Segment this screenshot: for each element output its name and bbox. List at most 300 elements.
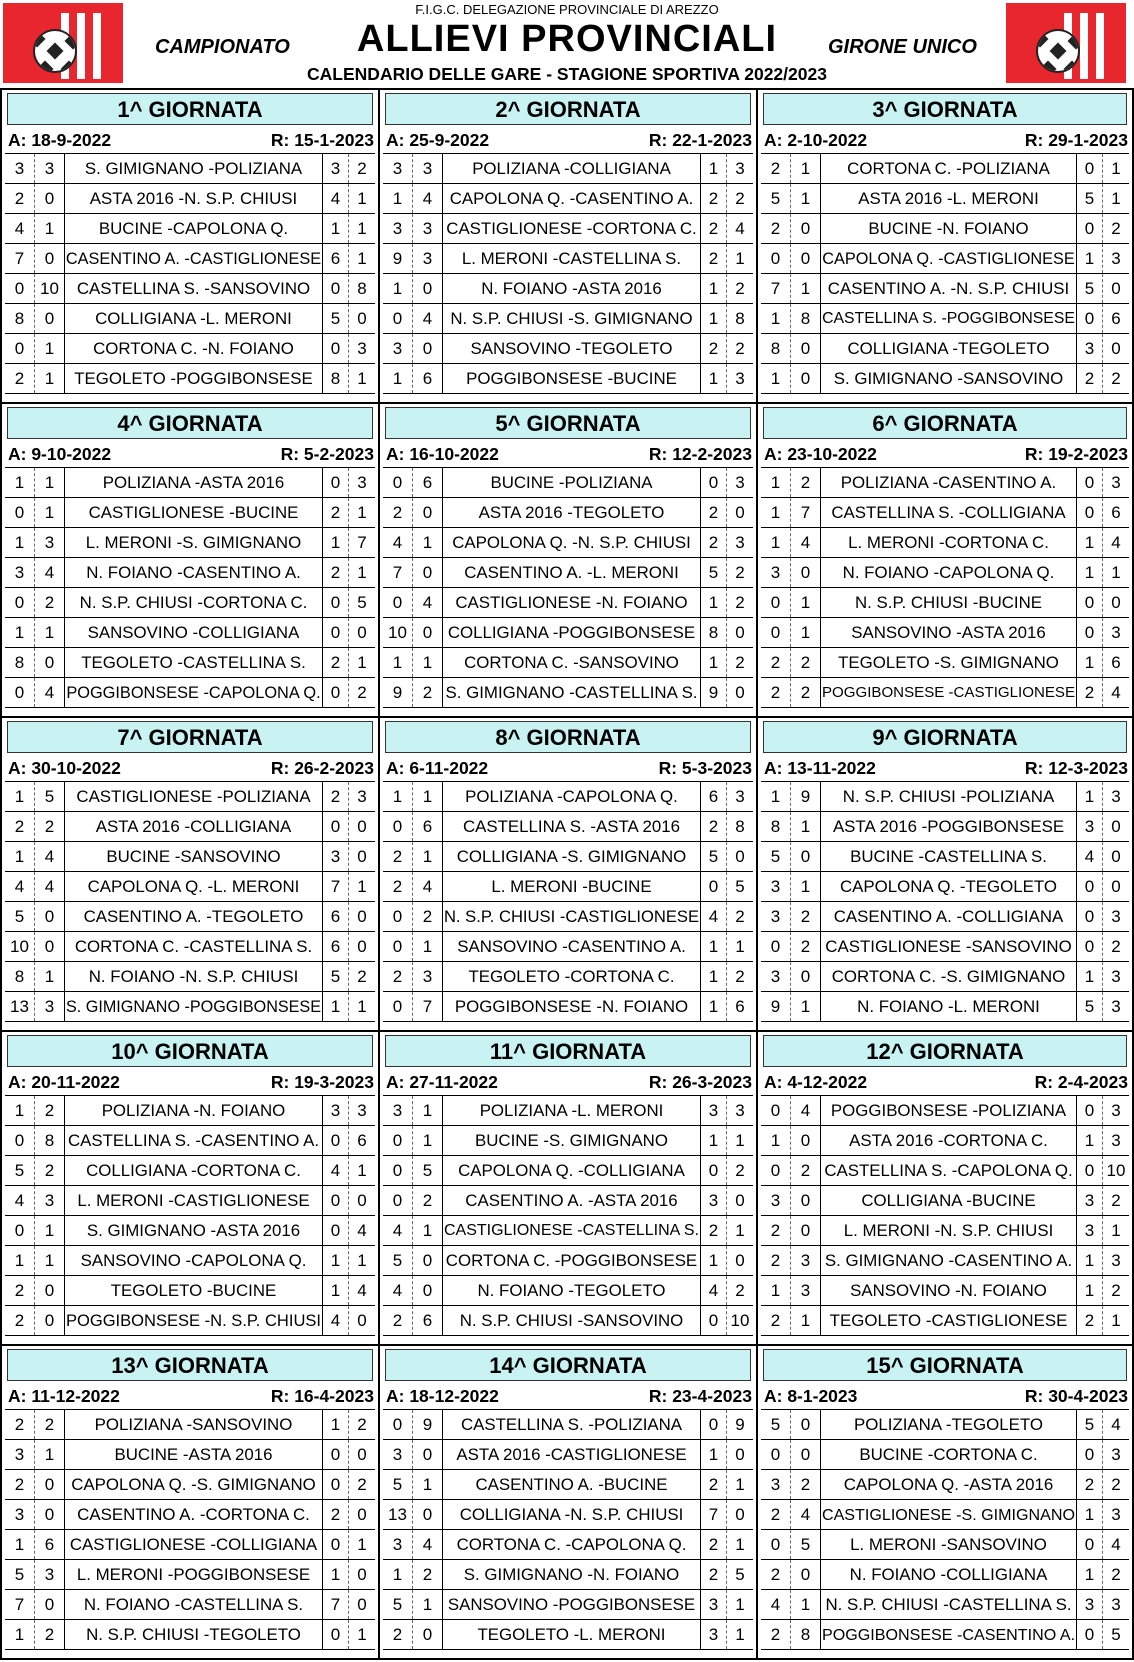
andata-home-score: 4 bbox=[5, 872, 35, 901]
andata-away-score: 0 bbox=[791, 1440, 821, 1469]
andata-away-score: 0 bbox=[791, 1186, 821, 1215]
match-teams: ASTA 2016 -POGGIBONSESE bbox=[821, 812, 1077, 841]
ritorno-date: R: 15-1-2023 bbox=[270, 130, 374, 150]
ritorno-away-score: 0 bbox=[357, 1191, 367, 1210]
game-row bbox=[383, 842, 753, 872]
andata-home-score: 0 bbox=[761, 932, 791, 961]
ritorno-away-score: 3 bbox=[1111, 1505, 1121, 1524]
ritorno-away-score: 3 bbox=[735, 369, 745, 388]
ritorno-home-score: 3 bbox=[1077, 1186, 1103, 1215]
andata-home-score: 1 bbox=[383, 1560, 413, 1589]
ritorno-away-score: 1 bbox=[357, 877, 367, 896]
match-teams: BUCINE -CORTONA C. bbox=[821, 1440, 1077, 1469]
andata-date: A: 2-10-2022 bbox=[764, 130, 868, 150]
ritorno-home-score: 2 bbox=[701, 812, 727, 841]
game-row bbox=[383, 618, 753, 648]
andata-home-score: 5 bbox=[761, 1410, 791, 1439]
ritorno-away-score: 2 bbox=[735, 279, 745, 298]
game-row bbox=[383, 1216, 753, 1246]
game-row bbox=[5, 528, 375, 558]
ritorno-away-score: 3 bbox=[1111, 1251, 1121, 1270]
andata-home-score: 3 bbox=[383, 214, 413, 243]
andata-date: A: 4-12-2022 bbox=[764, 1072, 868, 1092]
andata-home-score: 2 bbox=[761, 648, 791, 677]
game-row bbox=[761, 334, 1129, 364]
ritorno-home-score: 2 bbox=[323, 782, 349, 811]
andata-away-score: 7 bbox=[413, 992, 443, 1021]
ritorno-home-score: 0 bbox=[323, 1186, 349, 1215]
andata-date: A: 27-11-2022 bbox=[386, 1072, 498, 1092]
ritorno-away-score: 10 bbox=[730, 1311, 750, 1330]
ritorno-home-score: 2 bbox=[701, 528, 727, 557]
game-row bbox=[5, 1126, 375, 1156]
game-row bbox=[761, 782, 1129, 812]
game-row bbox=[5, 812, 375, 842]
andata-away-score: 8 bbox=[791, 1620, 821, 1649]
andata-away-score: 1 bbox=[413, 932, 443, 961]
game-row bbox=[5, 304, 375, 334]
ritorno-home-score: 2 bbox=[323, 648, 349, 677]
andata-date: A: 30-10-2022 bbox=[8, 758, 121, 778]
andata-home-score: 0 bbox=[383, 304, 413, 333]
match-teams: CORTONA C. -CASTELLINA S. bbox=[65, 932, 323, 961]
ritorno-away-score: 1 bbox=[735, 1475, 745, 1494]
andata-away-score: 4 bbox=[413, 304, 443, 333]
match-teams: POLIZIANA -L. MERONI bbox=[443, 1096, 701, 1125]
andata-home-score: 2 bbox=[761, 1306, 791, 1335]
game-row bbox=[383, 1560, 753, 1590]
game-row bbox=[5, 588, 375, 618]
ritorno-home-score: 2 bbox=[701, 1470, 727, 1499]
andata-home-score: 0 bbox=[383, 992, 413, 1021]
ritorno-away-score: 1 bbox=[357, 249, 367, 268]
andata-away-score: 2 bbox=[35, 1410, 65, 1439]
match-teams: TEGOLETO -CORTONA C. bbox=[443, 962, 701, 991]
andata-away-score: 1 bbox=[35, 1440, 65, 1469]
round-title: 2^ GIORNATA bbox=[385, 93, 751, 125]
andata-home-score: 0 bbox=[5, 678, 35, 707]
andata-home-score: 0 bbox=[383, 902, 413, 931]
andata-home-score: 5 bbox=[383, 1590, 413, 1619]
game-row bbox=[761, 1276, 1129, 1306]
andata-away-score: 1 bbox=[791, 274, 821, 303]
ritorno-away-score: 4 bbox=[1111, 533, 1121, 552]
ritorno-away-score: 4 bbox=[1111, 1535, 1121, 1554]
ritorno-away-score: 5 bbox=[357, 593, 367, 612]
schedule-grid bbox=[0, 88, 1134, 1660]
ritorno-home-score: 1 bbox=[323, 1276, 349, 1305]
round-dates bbox=[8, 756, 374, 780]
game-row bbox=[383, 304, 753, 334]
ritorno-home-score: 3 bbox=[701, 1620, 727, 1649]
games-table bbox=[761, 153, 1129, 394]
andata-home-score: 5 bbox=[5, 1560, 35, 1589]
andata-date: A: 18-12-2022 bbox=[386, 1386, 499, 1406]
ritorno-away-score: 3 bbox=[1111, 1131, 1121, 1150]
ritorno-away-score: 4 bbox=[357, 1221, 367, 1240]
game-row bbox=[383, 992, 753, 1022]
round-block bbox=[380, 90, 758, 404]
andata-away-score: 1 bbox=[791, 1590, 821, 1619]
ritorno-away-score: 2 bbox=[1111, 1475, 1121, 1494]
andata-home-score: 13 bbox=[383, 1500, 413, 1529]
ritorno-home-score: 1 bbox=[1077, 962, 1103, 991]
andata-home-score: 1 bbox=[5, 618, 35, 647]
ritorno-away-score: 3 bbox=[735, 787, 745, 806]
andata-home-score: 3 bbox=[5, 1500, 35, 1529]
round-dates bbox=[386, 1070, 752, 1094]
andata-date: A: 18-9-2022 bbox=[8, 130, 112, 150]
andata-home-score: 1 bbox=[761, 782, 791, 811]
match-teams: CORTONA C. -POLIZIANA bbox=[821, 154, 1077, 183]
andata-home-score: 1 bbox=[761, 304, 791, 333]
ritorno-away-score: 1 bbox=[357, 1251, 367, 1270]
ritorno-away-score: 2 bbox=[357, 967, 367, 986]
ritorno-home-score: 1 bbox=[323, 214, 349, 243]
andata-away-score: 1 bbox=[35, 334, 65, 363]
game-row bbox=[761, 304, 1129, 334]
games-table bbox=[383, 153, 753, 394]
game-row bbox=[383, 1276, 753, 1306]
ritorno-away-score: 1 bbox=[357, 1625, 367, 1644]
ritorno-home-score: 6 bbox=[323, 932, 349, 961]
ritorno-home-score: 4 bbox=[701, 902, 727, 931]
games-table bbox=[761, 1095, 1129, 1336]
ritorno-away-score: 3 bbox=[1111, 787, 1121, 806]
ritorno-away-score: 2 bbox=[735, 189, 745, 208]
ritorno-home-score: 5 bbox=[1077, 992, 1103, 1021]
andata-home-score: 4 bbox=[5, 1186, 35, 1215]
round-title: 15^ GIORNATA bbox=[763, 1349, 1127, 1381]
game-row bbox=[5, 1440, 375, 1470]
game-row bbox=[383, 1156, 753, 1186]
andata-home-score: 3 bbox=[5, 558, 35, 587]
andata-home-score: 3 bbox=[761, 962, 791, 991]
andata-away-score: 2 bbox=[413, 678, 443, 707]
ritorno-away-score: 2 bbox=[735, 593, 745, 612]
ritorno-home-score: 3 bbox=[701, 1590, 727, 1619]
ritorno-away-score: 0 bbox=[357, 623, 367, 642]
ritorno-away-score: 2 bbox=[1111, 1565, 1121, 1584]
round-title: 4^ GIORNATA bbox=[7, 407, 373, 439]
andata-away-score: 4 bbox=[791, 1096, 821, 1125]
game-row bbox=[383, 274, 753, 304]
match-teams: N. FOIANO -CAPOLONA Q. bbox=[821, 558, 1077, 587]
andata-date: A: 8-1-2023 bbox=[764, 1386, 858, 1406]
match-teams: CASENTINO A. -BUCINE bbox=[443, 1470, 701, 1499]
match-teams: CASTELLINA S. -CASENTINO A. bbox=[65, 1126, 323, 1155]
game-row bbox=[761, 528, 1129, 558]
match-teams: SANSOVINO -CASENTINO A. bbox=[443, 932, 701, 961]
andata-away-score: 6 bbox=[413, 468, 443, 497]
game-row bbox=[383, 1306, 753, 1336]
round-block bbox=[758, 1346, 1134, 1660]
ritorno-away-score: 1 bbox=[357, 219, 367, 238]
andata-home-score: 0 bbox=[383, 1410, 413, 1439]
game-row bbox=[5, 1530, 375, 1560]
match-teams: COLLIGIANA -N. S.P. CHIUSI bbox=[443, 1500, 701, 1529]
andata-home-score: 0 bbox=[383, 932, 413, 961]
ritorno-away-score: 1 bbox=[1111, 159, 1121, 178]
andata-away-score: 9 bbox=[413, 1410, 443, 1439]
ritorno-away-score: 1 bbox=[735, 249, 745, 268]
andata-away-score: 4 bbox=[413, 184, 443, 213]
ritorno-date: R: 26-2-2023 bbox=[270, 758, 374, 778]
ritorno-away-score: 3 bbox=[1111, 1595, 1121, 1614]
match-teams: POLIZIANA -CASENTINO A. bbox=[821, 468, 1077, 497]
ritorno-away-score: 3 bbox=[1111, 623, 1121, 642]
round-block bbox=[758, 1032, 1134, 1346]
ritorno-away-score: 0 bbox=[735, 1445, 745, 1464]
ritorno-home-score: 0 bbox=[323, 1216, 349, 1245]
match-teams: BUCINE -CASTELLINA S. bbox=[821, 842, 1077, 871]
andata-away-score: 1 bbox=[35, 468, 65, 497]
andata-away-score: 3 bbox=[413, 154, 443, 183]
ritorno-home-score: 1 bbox=[323, 1560, 349, 1589]
game-row bbox=[383, 364, 753, 394]
match-teams: CASENTINO A. -ASTA 2016 bbox=[443, 1186, 701, 1215]
game-row bbox=[383, 902, 753, 932]
match-teams: ASTA 2016 -TEGOLETO bbox=[443, 498, 701, 527]
match-teams: CASTIGLIONESE -CORTONA C. bbox=[443, 214, 701, 243]
match-teams: CASTIGLIONESE -POLIZIANA bbox=[65, 782, 323, 811]
ritorno-away-score: 1 bbox=[735, 1625, 745, 1644]
game-row bbox=[761, 468, 1129, 498]
game-row bbox=[383, 678, 753, 708]
game-row bbox=[5, 1410, 375, 1440]
match-teams: ASTA 2016 -CORTONA C. bbox=[821, 1126, 1077, 1155]
game-row bbox=[5, 932, 375, 962]
ritorno-home-score: 5 bbox=[323, 304, 349, 333]
andata-home-score: 0 bbox=[383, 1126, 413, 1155]
game-row bbox=[761, 1590, 1129, 1620]
ritorno-away-score: 3 bbox=[735, 1101, 745, 1120]
match-teams: ASTA 2016 -CASTIGLIONESE bbox=[443, 1440, 701, 1469]
andata-away-score: 0 bbox=[35, 1590, 65, 1619]
andata-away-score: 2 bbox=[35, 1620, 65, 1649]
match-teams: CAPOLONA Q. -S. GIMIGNANO bbox=[65, 1470, 323, 1499]
match-teams: CASTIGLIONESE -COLLIGIANA bbox=[65, 1530, 323, 1559]
ritorno-home-score: 1 bbox=[701, 962, 727, 991]
match-teams: L. MERONI -CASTIGLIONESE bbox=[65, 1186, 323, 1215]
round-dates bbox=[8, 442, 374, 466]
ritorno-away-score: 1 bbox=[357, 369, 367, 388]
soccer-ball-icon bbox=[1036, 29, 1080, 73]
andata-date: A: 11-12-2022 bbox=[8, 1386, 120, 1406]
andata-date: A: 16-10-2022 bbox=[386, 444, 499, 464]
match-teams: CASENTINO A. -CASTIGLIONESE bbox=[65, 244, 323, 273]
andata-home-score: 2 bbox=[761, 678, 791, 707]
andata-away-score: 0 bbox=[35, 902, 65, 931]
ritorno-home-score: 0 bbox=[323, 1440, 349, 1469]
andata-home-score: 1 bbox=[5, 782, 35, 811]
game-row bbox=[761, 962, 1129, 992]
ritorno-away-score: 2 bbox=[1111, 1191, 1121, 1210]
match-teams: POGGIBONSESE -CAPOLONA Q. bbox=[65, 678, 323, 707]
andata-away-score: 4 bbox=[791, 528, 821, 557]
andata-away-score: 0 bbox=[791, 1126, 821, 1155]
ritorno-home-score: 6 bbox=[323, 244, 349, 273]
match-teams: COLLIGIANA -TEGOLETO bbox=[821, 334, 1077, 363]
andata-away-score: 2 bbox=[791, 648, 821, 677]
round-dates bbox=[8, 128, 374, 152]
game-row bbox=[761, 558, 1129, 588]
andata-away-score: 1 bbox=[791, 992, 821, 1021]
group-label: GIRONE UNICO bbox=[828, 36, 977, 58]
andata-away-score: 3 bbox=[791, 1246, 821, 1275]
ritorno-away-score: 1 bbox=[735, 1535, 745, 1554]
match-teams: CASTIGLIONESE -BUCINE bbox=[65, 498, 323, 527]
game-row bbox=[383, 1186, 753, 1216]
andata-home-score: 8 bbox=[5, 648, 35, 677]
ritorno-home-score: 1 bbox=[1077, 1276, 1103, 1305]
ritorno-date: R: 29-1-2023 bbox=[1024, 130, 1128, 150]
andata-home-score: 0 bbox=[761, 1530, 791, 1559]
ritorno-home-score: 0 bbox=[1077, 872, 1103, 901]
ritorno-home-score: 1 bbox=[701, 932, 727, 961]
ritorno-away-score: 0 bbox=[1111, 339, 1121, 358]
games-table bbox=[761, 1409, 1129, 1650]
ritorno-away-score: 8 bbox=[357, 279, 367, 298]
ritorno-away-score: 3 bbox=[357, 473, 367, 492]
andata-home-score: 4 bbox=[5, 214, 35, 243]
ritorno-away-score: 0 bbox=[735, 1505, 745, 1524]
ritorno-away-score: 0 bbox=[1111, 279, 1121, 298]
andata-away-score: 2 bbox=[791, 678, 821, 707]
andata-home-score: 7 bbox=[761, 274, 791, 303]
ritorno-home-score: 3 bbox=[1077, 1216, 1103, 1245]
match-teams: N. S.P. CHIUSI -CASTELLINA S. bbox=[821, 1590, 1077, 1619]
andata-home-score: 2 bbox=[383, 498, 413, 527]
andata-home-score: 2 bbox=[5, 1470, 35, 1499]
games-table bbox=[5, 467, 375, 708]
andata-home-score: 0 bbox=[761, 1440, 791, 1469]
match-teams: COLLIGIANA -L. MERONI bbox=[65, 304, 323, 333]
game-row bbox=[761, 678, 1129, 708]
ritorno-away-score: 3 bbox=[1111, 249, 1121, 268]
andata-away-score: 0 bbox=[35, 244, 65, 273]
andata-away-score: 0 bbox=[413, 1246, 443, 1275]
andata-home-score: 2 bbox=[383, 962, 413, 991]
ritorno-home-score: 1 bbox=[701, 648, 727, 677]
ritorno-away-score: 3 bbox=[1111, 473, 1121, 492]
andata-home-score: 5 bbox=[383, 1470, 413, 1499]
ritorno-away-score: 2 bbox=[1111, 219, 1121, 238]
game-row bbox=[5, 1276, 375, 1306]
andata-home-score: 3 bbox=[383, 1440, 413, 1469]
andata-away-score: 7 bbox=[791, 498, 821, 527]
game-row bbox=[383, 588, 753, 618]
game-row bbox=[761, 1156, 1129, 1186]
ritorno-home-score: 0 bbox=[1077, 588, 1103, 617]
ritorno-home-score: 1 bbox=[1077, 1126, 1103, 1155]
ritorno-away-score: 3 bbox=[735, 473, 745, 492]
ritorno-away-score: 3 bbox=[735, 533, 745, 552]
match-teams: SANSOVINO -N. FOIANO bbox=[821, 1276, 1077, 1305]
andata-home-score: 2 bbox=[761, 1216, 791, 1245]
andata-home-score: 0 bbox=[5, 334, 35, 363]
match-teams: CORTONA C. -SANSOVINO bbox=[443, 648, 701, 677]
ritorno-away-score: 1 bbox=[735, 1221, 745, 1240]
ritorno-home-score: 2 bbox=[701, 214, 727, 243]
game-row bbox=[5, 962, 375, 992]
game-row bbox=[5, 1620, 375, 1650]
match-teams: TEGOLETO -CASTIGLIONESE bbox=[821, 1306, 1077, 1335]
match-teams: S. GIMIGNANO -ASTA 2016 bbox=[65, 1216, 323, 1245]
ritorno-away-score: 5 bbox=[735, 1565, 745, 1584]
andata-home-score: 1 bbox=[5, 1620, 35, 1649]
ritorno-away-score: 3 bbox=[1111, 1101, 1121, 1120]
games-table bbox=[383, 1409, 753, 1650]
ritorno-away-score: 2 bbox=[357, 1475, 367, 1494]
match-teams: SANSOVINO -CAPOLONA Q. bbox=[65, 1246, 323, 1275]
andata-away-score: 4 bbox=[413, 588, 443, 617]
round-dates bbox=[386, 128, 752, 152]
andata-home-score: 1 bbox=[761, 528, 791, 557]
andata-home-score: 0 bbox=[761, 1156, 791, 1185]
ritorno-away-score: 0 bbox=[735, 847, 745, 866]
andata-home-score: 1 bbox=[383, 184, 413, 213]
ritorno-home-score: 2 bbox=[1077, 1306, 1103, 1335]
andata-home-score: 5 bbox=[761, 184, 791, 213]
match-teams: N. S.P. CHIUSI -CASTIGLIONESE bbox=[443, 902, 701, 931]
andata-away-score: 3 bbox=[35, 154, 65, 183]
ritorno-away-score: 4 bbox=[1111, 1415, 1121, 1434]
ritorno-home-score: 1 bbox=[701, 1126, 727, 1155]
ritorno-home-score: 5 bbox=[701, 842, 727, 871]
andata-away-score: 4 bbox=[413, 1530, 443, 1559]
ritorno-home-score: 0 bbox=[323, 1620, 349, 1649]
andata-home-score: 0 bbox=[383, 468, 413, 497]
ritorno-away-score: 1 bbox=[735, 1595, 745, 1614]
andata-home-score: 1 bbox=[5, 1530, 35, 1559]
game-row bbox=[761, 1306, 1129, 1336]
ritorno-away-score: 3 bbox=[1111, 997, 1121, 1016]
andata-home-score: 1 bbox=[383, 364, 413, 393]
game-row bbox=[383, 1410, 753, 1440]
round-block bbox=[2, 1346, 380, 1660]
andata-away-score: 3 bbox=[791, 1276, 821, 1305]
game-row bbox=[5, 678, 375, 708]
match-teams: BUCINE -N. FOIANO bbox=[821, 214, 1077, 243]
match-teams: N. FOIANO -TEGOLETO bbox=[443, 1276, 701, 1305]
andata-away-score: 3 bbox=[35, 992, 65, 1021]
andata-home-score: 0 bbox=[383, 812, 413, 841]
andata-away-score: 0 bbox=[413, 1500, 443, 1529]
game-row bbox=[5, 1096, 375, 1126]
match-teams: N. FOIANO -CASENTINO A. bbox=[65, 558, 323, 587]
match-teams: CASTIGLIONESE -SANSOVINO bbox=[821, 932, 1077, 961]
match-teams: CASTELLINA S. -COLLIGIANA bbox=[821, 498, 1077, 527]
round-block bbox=[2, 404, 380, 718]
round-dates bbox=[386, 442, 752, 466]
ritorno-home-score: 2 bbox=[701, 1530, 727, 1559]
ritorno-home-score: 1 bbox=[323, 992, 349, 1021]
round-dates bbox=[386, 756, 752, 780]
ritorno-date: R: 2-4-2023 bbox=[1034, 1072, 1128, 1092]
ritorno-away-score: 0 bbox=[1111, 877, 1121, 896]
match-teams: COLLIGIANA -S. GIMIGNANO bbox=[443, 842, 701, 871]
ritorno-home-score: 2 bbox=[701, 498, 727, 527]
ritorno-away-score: 1 bbox=[357, 1161, 367, 1180]
ritorno-home-score: 0 bbox=[323, 1470, 349, 1499]
ritorno-home-score: 5 bbox=[323, 962, 349, 991]
andata-away-score: 6 bbox=[413, 364, 443, 393]
ritorno-date: R: 5-2-2023 bbox=[280, 444, 374, 464]
round-block bbox=[380, 404, 758, 718]
match-teams: S. GIMIGNANO -SANSOVINO bbox=[821, 364, 1077, 393]
ritorno-away-score: 0 bbox=[735, 1191, 745, 1210]
